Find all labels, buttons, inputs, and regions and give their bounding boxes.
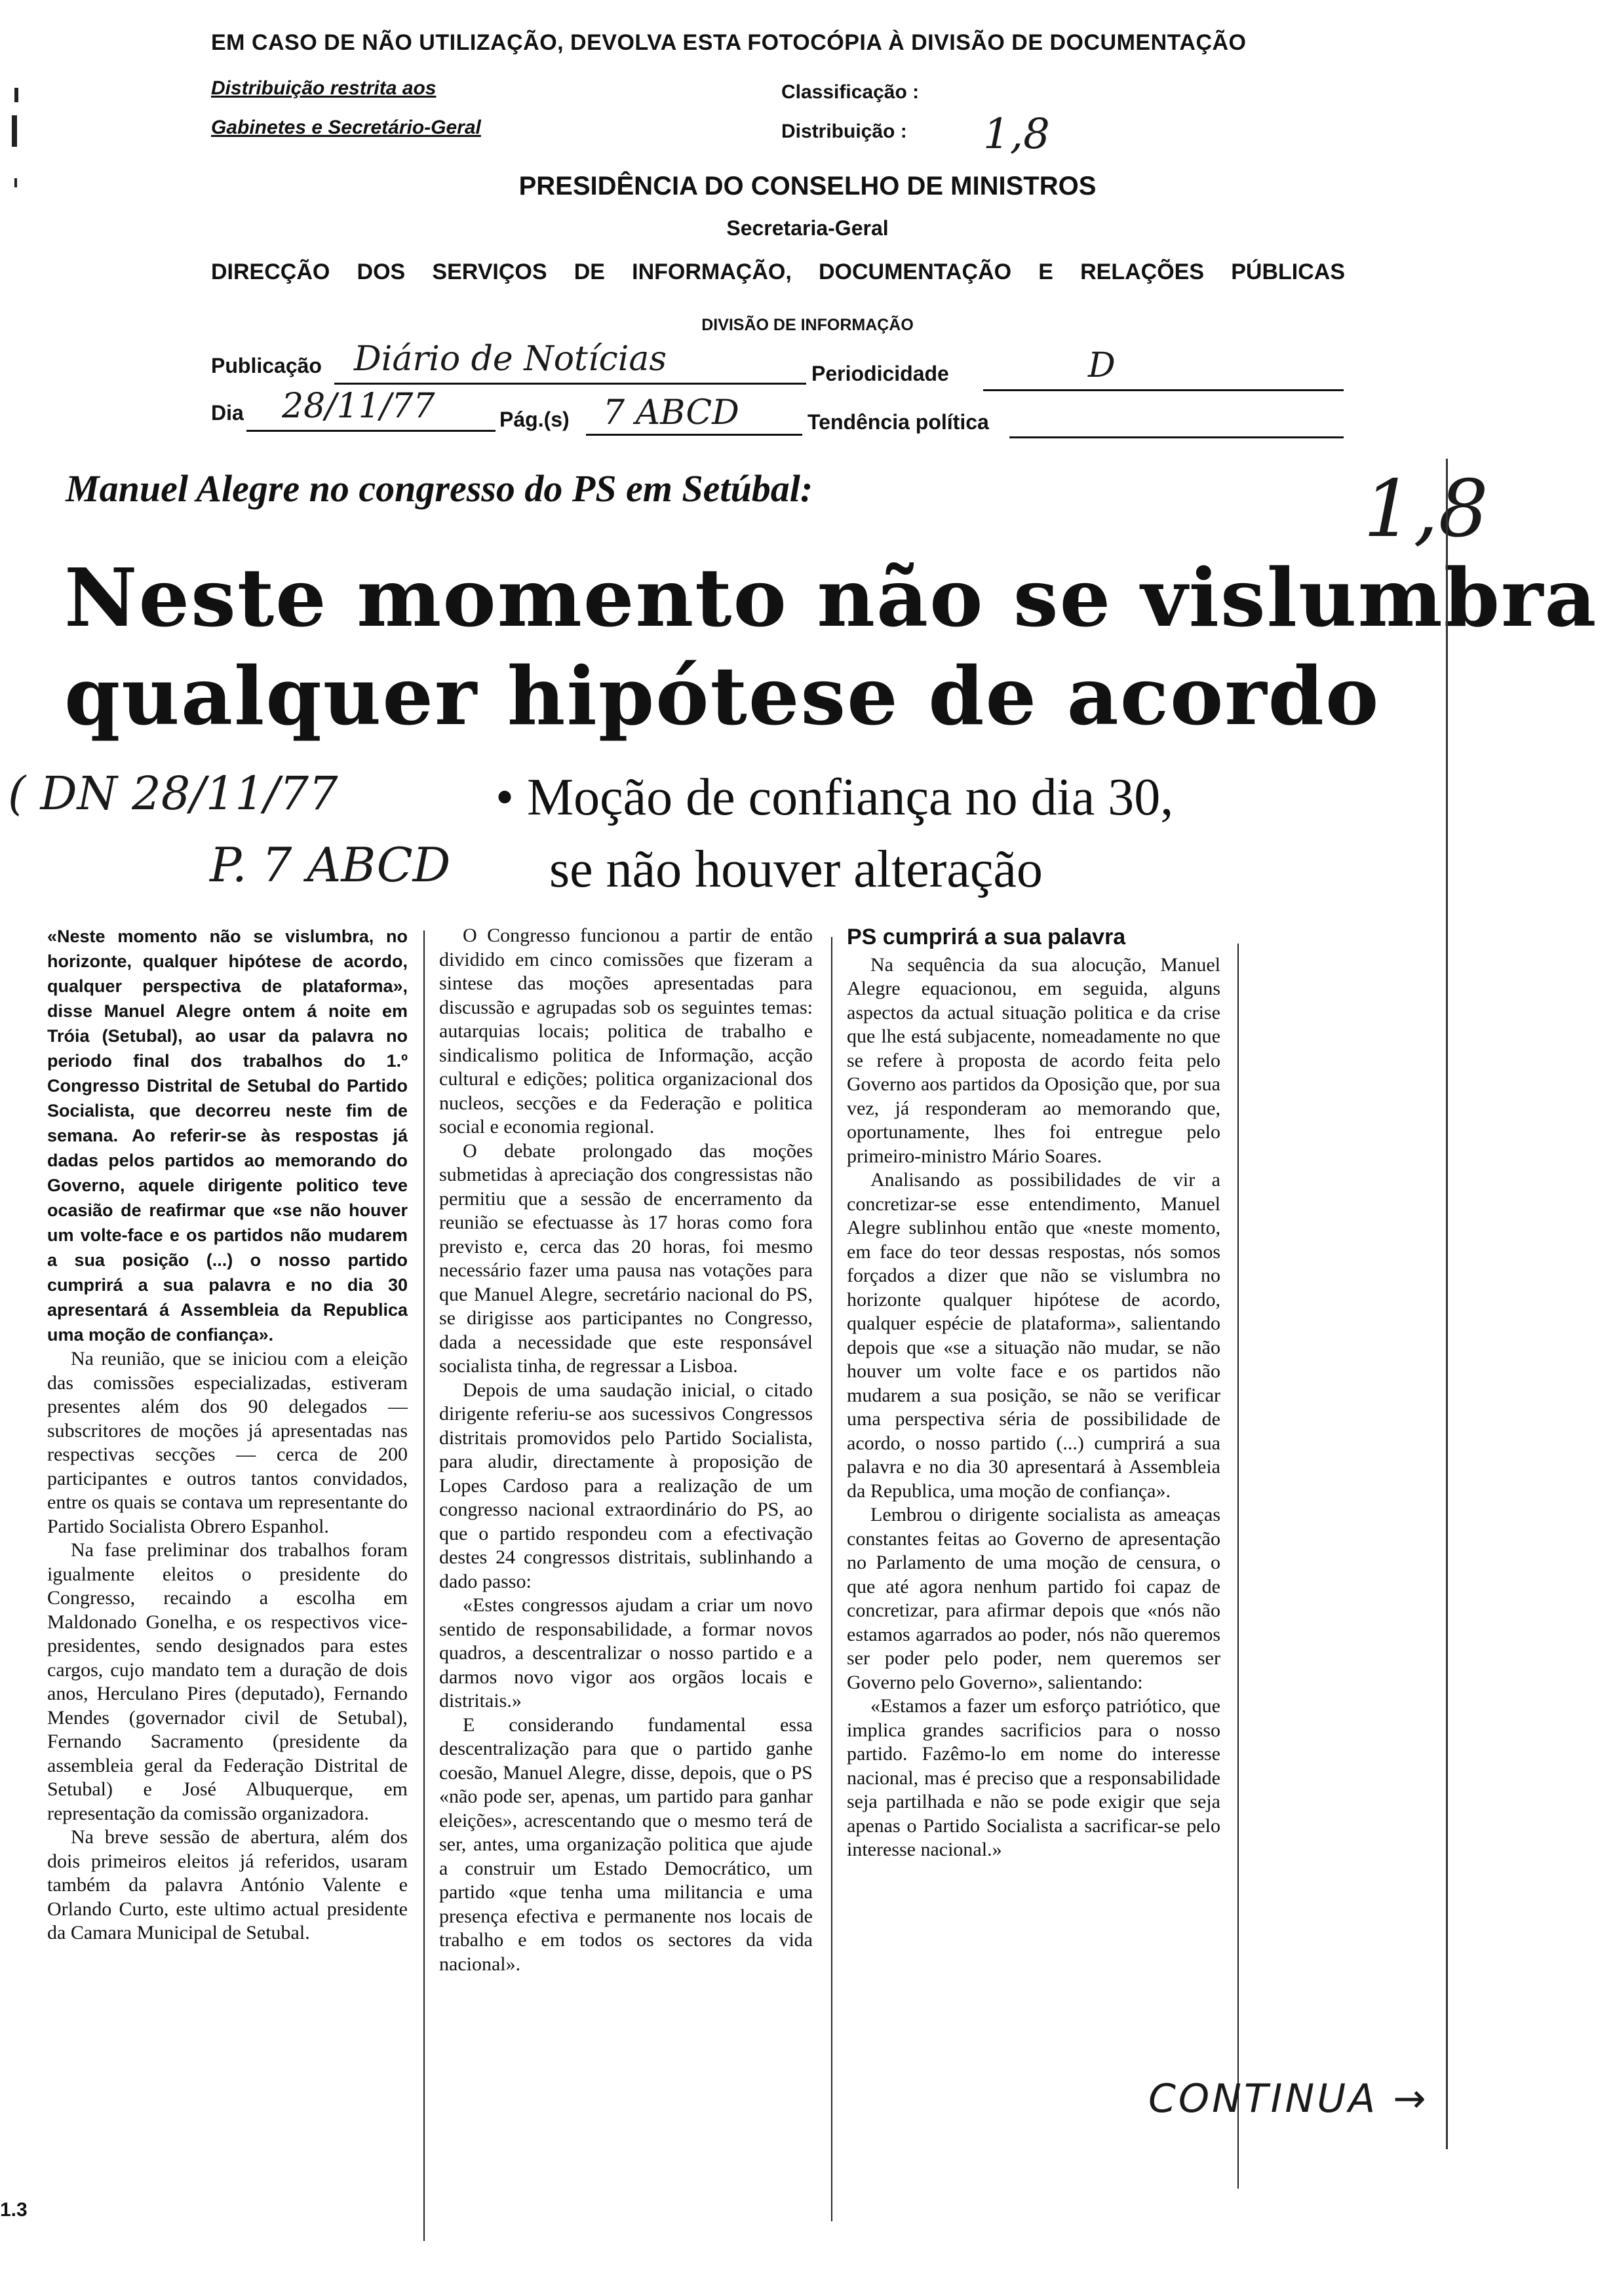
distribution-label: Distribuição : — [781, 121, 907, 142]
direccao-title: DIRECÇÃO DOS SERVIÇOS DE INFORMAÇÃO, DOCUMENTAÇÃO E RELAÇÕES PÚBLICAS — [211, 259, 1345, 284]
reference-handwritten-line1: ( DN 28/11/77 — [8, 767, 338, 820]
reference-handwritten-line2: P. 7 ABCD — [210, 837, 451, 892]
restricted-distribution-line1: Distribuição restrita aos — [211, 77, 437, 99]
article-paragraph: Na sequência da sua alocução, Manuel Alegre equacionou, em seguida, alguns aspectos da actual situação politica e da crise que lhe está subjacente, nomeadamente no que se refere à proposta de acordo feita pelo Governo aos partidos da Oposição que, por sua vez, já responderam ao memorando que, oportunamente, lhes foi entregue pelo primeiro-ministro Mário Soares. — [847, 953, 1220, 1167]
photocopy-speck — [14, 88, 18, 102]
tendencia-line — [1009, 436, 1344, 438]
classification-label: Classificação : — [781, 81, 920, 103]
article-kicker: Manuel Alegre no congresso do PS em Setúbal: — [66, 467, 813, 510]
subheadline-line2: se não houver alteração — [549, 841, 1043, 898]
tendencia-label: Tendência política — [808, 410, 989, 434]
column-divider — [423, 930, 425, 2241]
publicacao-handwritten-value: Diário de Notícias — [354, 339, 667, 379]
section-heading: PS cumprirá a sua palavra — [847, 925, 1126, 949]
secretaria-title: Secretaria-Geral — [726, 216, 889, 240]
page-code: 1.3 — [0, 2199, 28, 2221]
photocopy-speck — [14, 178, 17, 187]
dia-handwritten-value: 28/11/77 — [282, 387, 435, 426]
column-divider — [831, 937, 832, 2221]
dia-line — [246, 430, 496, 432]
article-paragraph: Lembrou o dirigente socialista as ameaças constantes feitas ao Governo de apresentação no Parlamento de uma moção de censura, o que até agora nenhum partido foi capaz de concretizar, para afirmar depois que «nós não estamos agarrados ao poder, nós não queremos ser poder pelo poder, nem queremos ser Governo pelo Governo», salientando: — [847, 1504, 1220, 1693]
article-paragraph: Analisando as possibilidades de vir a concretizar-se esse entendimento, Manuel Alegre sublinhou então que «neste momento, em face do teor dessas respostas, nós somos forçados a dizer que não se vislumbra no horizonte qualquer hipótese de acordo, qualquer espécie de plataforma», salientando depois que «se a situação não mudar, se não houver um volte face e os partidos não mudarem a sua posição, se não se verificar uma perspectiva séria de possibilidade de acordo, o nosso partido (...) cumprirá a sua palavra e no dia 30 apresentará à Assembleia da Republica, uma moção de confiança». — [847, 1169, 1220, 1502]
article-paragraph: Depois de uma saudação inicial, o citado dirigente referiu-se aos sucessivos Congressos distritais promovidos pelo Partido Socialista, para aludir, directamente à proposição de Lopes Cardoso para a realização de um congresso nacional extraordinário do PS, ao que o partido respondeu com a efectivação destes 24 congressos distritais, sublinhando a dado passo: — [439, 1379, 813, 1592]
article-paragraph: O debate prolongado das moções submetidas à apreciação dos congressistas não permitiu que a sessão de encerramento da reunião se efectuasse às 17 horas como fora previsto e, cerca das 20 horas, foi mesmo necessário fazer uma pausa nas votações para que Manuel Alegre, secretário nacional do PS, se dirigisse aos participantes no Congresso, dada a necessidade que este responsável socialista tinha, de regressar a Lisboa. — [439, 1139, 813, 1377]
article-paragraph: Na reunião, que se iniciou com a eleição das comissões especializadas, estiveram presentes além dos 90 delegados — subscritores de moções já apresentadas nas respectivas secções — cerca de 200 participantes e outros tantos convidados, entre os quais se contava um representante do Partido Socialista Obrero Espanhol. — [47, 1348, 408, 1537]
article-column-3 — [847, 925, 1220, 1862]
publicacao-line — [334, 383, 806, 385]
periodicidade-line — [983, 389, 1344, 391]
publicacao-label: Publicação — [211, 354, 322, 377]
article-paragraph: O Congresso funcionou a partir de então dividido em cinco comissões que fizeram a sintese das moções apresentadas para discussão e agrupadas sob os seguintes temas: autarquias locais; politica de trabalho e sindicalismo politica de Informação, acção cultural e edições; politica organizacional dos nucleos, secções e da Federação e politica social e economia regional. — [439, 925, 813, 1138]
return-notice: EM CASO DE NÃO UTILIZAÇÃO, DEVOLVA ESTA FOTOCÓPIA À DIVISÃO DE DOCUMENTAÇÃO — [211, 30, 1247, 55]
headline-line1: Neste momento não se vislumbra — [64, 550, 1598, 645]
clipping-edge-line — [1446, 459, 1448, 2149]
article-paragraph: E considerando fundamental essa descentralização para que o partido ganhe coesão, Manuel Alegre, disse, depois, que o PS «não pode ser, apenas, um partido para ganhar eleições», acrescentando que o mesmo terá de ser, antes, uma organização politica que ajude a construir um Estado Democrático, um partido «que tenha uma militancia e uma presença efectiva e permanente nos locais de trabalho e em todos os sectores da vida nacional». — [439, 1713, 813, 1975]
divisao-title: DIVISÃO DE INFORMAÇÃO — [701, 316, 914, 334]
subheadline-line1: • Moção de confiança no dia 30, — [496, 769, 1174, 826]
article-column-2 — [439, 924, 813, 1976]
dia-label: Dia — [211, 401, 244, 425]
pagina-line — [586, 434, 802, 436]
margin-handwritten-mark: 1,8 — [1363, 464, 1489, 555]
article-paragraph: «Estamos a fazer um esforço patriótico, que implica grandes sacrificios para o nosso partido. Fazêmo-lo em nome do interesse nacional, mas é preciso que a responsabilidade seja partilhada e não se pode exigir que seja apenas o Partido Socialista a sacrificar-se pelo interesse nacional.» — [847, 1695, 1220, 1860]
photocopy-speck — [12, 115, 17, 147]
continua-handwritten-note: CONTINUA → — [1148, 2076, 1429, 2122]
pagina-handwritten-value: 7 ABCD — [603, 393, 739, 432]
article-paragraph: Na fase preliminar dos trabalhos foram igualmente eleitos o presidente do Congresso, recaindo a escolha em Maldonado Gonelha, e os respectivos vice-presidentes, sendo designados para estes cargos, cujo mandato tem a duração de dois anos, Herculano Pires (deputado), Fernando Mendes (governador civil de Setubal), Fernando Sacramento (presidente da assembleia geral da Federação Distrital de Setubal) e José Albuquerque, em representação da comissão organizadora. — [47, 1539, 408, 1824]
periodicidade-label: Periodicidade — [811, 362, 949, 385]
presidency-title: PRESIDÊNCIA DO CONSELHO DE MINISTROS — [518, 172, 1097, 201]
article-lead-paragraph: «Neste momento não se vislumbra, no horizonte, qualquer hipótese de acordo, qualquer perspectiva de plataforma», disse Manuel Alegre ontem á noite em Tróia (Setubal), ao usar da palavra no periodo final dos trabalhos do 1.º Congresso Distrital de Setubal do Partido Socialista, que decorreu neste fim de semana. Ao referir-se às respostas já dadas pelos partidos ao memorando do Governo, aquele dirigente politico teve ocasião de reafirmar que «se não houver um volte-face e os partidos não mudarem a sua posição (...) o nosso partido cumprirá a sua palavra e no dia 30 apresentará á Assembleia da Republica uma moção de confiança». — [47, 927, 408, 1345]
periodicidade-handwritten-value: D — [1088, 346, 1116, 385]
distribution-handwritten-value: 1,8 — [983, 110, 1050, 159]
article-paragraph: Na breve sessão de abertura, além dos dois primeiros eleitos já referidos, usaram também da palavra António Valente e Orlando Curto, este ultimo actual presidente da Camara Municipal de Setubal. — [47, 1826, 408, 1943]
column-divider — [1237, 944, 1239, 2189]
article-paragraph: «Estes congressos ajudam a criar um novo sentido de responsabilidade, a formar novos quadros, a descentralizar o nosso partido e a darmos novo vigor aos orgãos locais e distritais.» — [439, 1594, 813, 1712]
headline-line2: qualquer hipótese de acordo — [64, 649, 1380, 743]
article-column-1 — [47, 924, 408, 1945]
pagina-label: Pág.(s) — [499, 408, 570, 431]
restricted-distribution-line2: Gabinetes e Secretário-Geral — [211, 117, 481, 138]
